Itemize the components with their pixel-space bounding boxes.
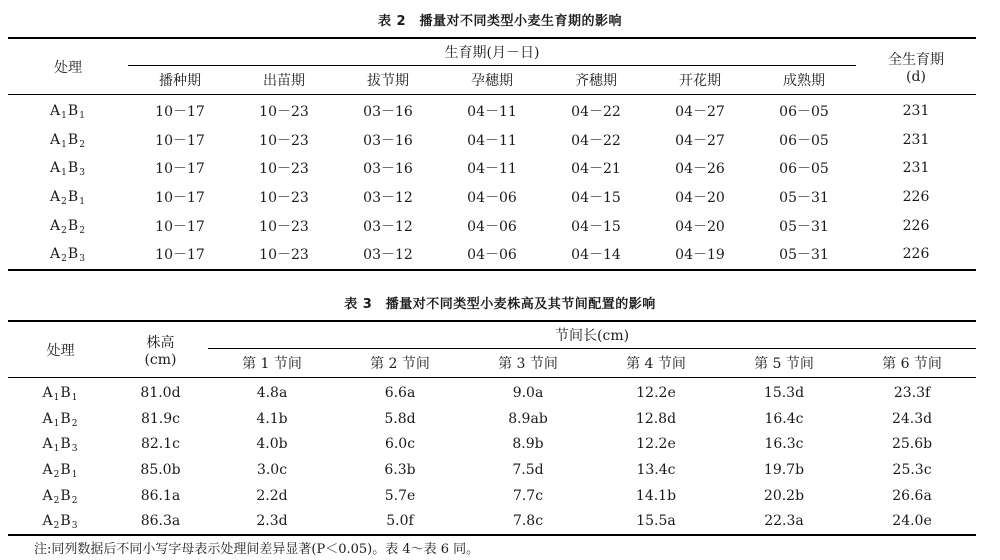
data-cell: 05－31 — [779, 190, 829, 207]
data-cell: 12.2e — [636, 436, 676, 453]
data-cell: 6.3b — [384, 461, 416, 478]
data-cell: 86.1a — [140, 487, 181, 504]
data-cell: 25.3c — [892, 461, 932, 478]
data-cell: 03－12 — [363, 190, 413, 207]
treatment-a-index: 1 — [61, 139, 68, 150]
data-cell: 9.0a — [512, 384, 544, 401]
table3-header-height — [113, 321, 208, 378]
table-row — [8, 457, 976, 483]
treatment-cell — [8, 406, 113, 432]
data-cell: 04－19 — [675, 247, 725, 264]
data-cell: 2.2d — [256, 487, 288, 504]
data-cell: 231 — [902, 103, 930, 120]
table2-header-stage: 成熟期 — [752, 66, 856, 95]
data-cell: 20.2b — [763, 487, 805, 504]
data-cell: 10－23 — [259, 104, 309, 121]
data-cell: 24.0e — [892, 513, 932, 530]
treatment-b-index: 2 — [79, 225, 86, 236]
data-cell: 04－20 — [675, 218, 725, 235]
table3-caption: 表 3 播量对不同类型小麦株高及其节间配置的影响 — [344, 297, 656, 312]
table2-header-treatment: 处理 — [8, 38, 128, 95]
treatment-cell — [8, 154, 128, 183]
data-cell: 04－06 — [467, 190, 517, 207]
data-cell: 10－17 — [155, 190, 205, 207]
data-cell: 03－16 — [363, 161, 413, 178]
treatment-a: A — [42, 513, 54, 530]
data-cell: 24.3d — [891, 410, 933, 427]
data-cell: 04－11 — [467, 132, 517, 149]
treatment-a-index: 1 — [53, 444, 61, 455]
table3-header-height-label: 株高 — [146, 334, 175, 351]
data-cell: 10－23 — [259, 132, 309, 149]
table3-header-internode-group: 节间长(cm) — [208, 321, 976, 349]
treatment-b-index: 1 — [79, 197, 86, 208]
table3-header-internode: 第 3 节间 — [464, 349, 592, 378]
data-cell: 06－05 — [779, 132, 829, 149]
data-cell: 06－05 — [779, 104, 829, 121]
data-cell: 03－12 — [363, 247, 413, 264]
data-cell: 2.3d — [256, 513, 288, 530]
treatment-a: A — [50, 160, 62, 177]
table-row — [8, 95, 976, 126]
data-cell: 05－31 — [779, 247, 829, 264]
data-cell: 10－17 — [155, 161, 205, 178]
data-cell: 13.4c — [636, 461, 676, 478]
data-cell: 7.8c — [512, 513, 544, 530]
data-cell: 6.6a — [384, 384, 416, 401]
data-cell: 10－17 — [155, 104, 205, 121]
data-cell: 226 — [902, 246, 930, 263]
treatment-b-index: 1 — [71, 392, 79, 403]
data-cell: 5.7e — [384, 487, 416, 504]
treatment-b: B — [60, 384, 72, 401]
table-row — [8, 406, 976, 432]
table2-header-growth-group: 生育期(月－日) — [128, 38, 856, 66]
table3-plant-height — [8, 320, 976, 536]
data-cell: 04－11 — [467, 161, 517, 178]
data-cell: 04－06 — [467, 218, 517, 235]
data-cell: 85.0b — [140, 461, 181, 478]
data-cell: 4.1b — [256, 410, 288, 427]
treatment-cell — [8, 211, 128, 240]
data-cell: 226 — [902, 189, 930, 206]
treatment-a: A — [50, 189, 62, 206]
table3-header-internode: 第 4 节间 — [592, 349, 720, 378]
data-cell: 15.3d — [763, 384, 805, 401]
treatment-b: B — [60, 487, 72, 504]
table3-header-internode: 第 1 节间 — [208, 349, 336, 378]
data-cell: 04－15 — [571, 190, 621, 207]
treatment-a: A — [42, 461, 54, 478]
data-cell: 7.5d — [512, 461, 544, 478]
data-cell: 25.6b — [891, 436, 933, 453]
data-cell: 86.3a — [140, 513, 181, 530]
data-cell: 10－23 — [259, 190, 309, 207]
treatment-a: A — [42, 436, 54, 453]
treatment-b: B — [67, 246, 80, 263]
table-row — [8, 183, 976, 212]
table-row — [8, 483, 976, 509]
treatment-b-index: 3 — [79, 254, 86, 265]
data-cell: 10－23 — [259, 161, 309, 178]
data-cell: 5.0f — [386, 513, 414, 530]
treatment-a-index: 2 — [61, 197, 68, 208]
data-cell: 04－06 — [467, 247, 517, 264]
data-cell: 10－17 — [155, 247, 205, 264]
treatment-a: A — [50, 217, 62, 234]
treatment-cell — [8, 183, 128, 212]
treatment-b-index: 2 — [71, 495, 79, 506]
treatment-b: B — [67, 103, 80, 120]
treatment-cell — [8, 483, 113, 509]
table3-header-height-unit: (cm) — [144, 351, 177, 368]
treatment-a: A — [42, 410, 54, 427]
data-cell: 10－17 — [155, 132, 205, 149]
table2-header-stage: 齐穗期 — [544, 66, 648, 95]
table2-growth-period — [8, 37, 976, 271]
treatment-b: B — [67, 217, 80, 234]
treatment-a-index: 2 — [53, 469, 61, 480]
data-cell: 03－12 — [363, 218, 413, 235]
data-cell: 6.0c — [384, 436, 416, 453]
table-row — [8, 431, 976, 457]
data-cell: 82.1c — [140, 436, 180, 453]
treatment-b-index: 1 — [71, 469, 79, 480]
table2-header-total-label: 全生育期 — [888, 51, 944, 68]
data-cell: 226 — [902, 217, 930, 234]
treatment-a-index: 1 — [53, 392, 61, 403]
data-cell: 8.9ab — [508, 410, 548, 427]
treatment-cell — [8, 457, 113, 483]
table-row — [8, 378, 976, 406]
data-cell: 81.9c — [140, 410, 180, 427]
table2-header-stage: 出苗期 — [232, 66, 336, 95]
table3-header-treatment: 处理 — [8, 321, 113, 378]
treatment-b: B — [60, 436, 72, 453]
data-cell: 22.3a — [764, 513, 804, 530]
treatment-b: B — [67, 189, 80, 206]
treatment-b-index: 3 — [71, 521, 79, 532]
treatment-cell — [8, 508, 113, 535]
data-cell: 04－22 — [571, 104, 621, 121]
data-cell: 04－20 — [675, 190, 725, 207]
data-cell: 04－22 — [571, 132, 621, 149]
treatment-b: B — [67, 160, 80, 177]
data-cell: 10－23 — [259, 247, 309, 264]
data-cell: 03－16 — [363, 104, 413, 121]
treatment-a: A — [50, 103, 62, 120]
data-cell: 06－05 — [779, 161, 829, 178]
table2-header-stage: 拔节期 — [336, 66, 440, 95]
treatment-b-index: 2 — [79, 139, 86, 150]
treatment-b: B — [60, 410, 72, 427]
table-row — [8, 211, 976, 240]
data-cell: 04－14 — [571, 247, 621, 264]
data-cell: 05－31 — [779, 218, 829, 235]
table3-header-internode: 第 5 节间 — [720, 349, 848, 378]
data-cell: 12.2e — [636, 384, 676, 401]
treatment-a-index: 2 — [61, 254, 68, 265]
data-cell: 16.3c — [764, 436, 804, 453]
table2-header-stage: 播种期 — [128, 66, 232, 95]
treatment-a: A — [50, 246, 62, 263]
treatment-cell — [8, 240, 128, 270]
table3-header-internode: 第 2 节间 — [336, 349, 464, 378]
data-cell: 04－26 — [675, 161, 725, 178]
treatment-a-index: 1 — [61, 168, 68, 179]
treatment-b-index: 2 — [71, 418, 79, 429]
treatment-a: A — [42, 487, 54, 504]
table2-header-stage: 开花期 — [648, 66, 752, 95]
data-cell: 8.9b — [512, 436, 544, 453]
data-cell: 81.0d — [140, 384, 181, 401]
data-cell: 04－27 — [675, 132, 725, 149]
data-cell: 26.6a — [892, 487, 932, 504]
data-cell: 04－21 — [571, 161, 621, 178]
data-cell: 04－27 — [675, 104, 725, 121]
data-cell: 12.8d — [635, 410, 677, 427]
data-cell: 15.5a — [636, 513, 676, 530]
treatment-a-index: 2 — [53, 521, 61, 532]
data-cell: 5.8d — [384, 410, 416, 427]
treatment-b: B — [60, 513, 72, 530]
treatment-b: B — [67, 131, 80, 148]
treatment-a-index: 2 — [53, 495, 61, 506]
data-cell: 231 — [902, 160, 930, 177]
table-row — [8, 154, 976, 183]
treatment-b-index: 1 — [79, 111, 86, 122]
table2-header-stage: 孕穗期 — [440, 66, 544, 95]
data-cell: 231 — [902, 131, 930, 148]
treatment-a: A — [50, 131, 62, 148]
treatment-b-index: 3 — [71, 444, 79, 455]
data-cell: 04－15 — [571, 218, 621, 235]
treatment-a: A — [42, 384, 54, 401]
table2-header-total-unit: (d) — [906, 68, 926, 85]
data-cell: 10－23 — [259, 218, 309, 235]
table2-header-total — [856, 38, 976, 95]
data-cell: 4.8a — [256, 384, 288, 401]
treatment-cell — [8, 126, 128, 155]
table2-caption: 表 2 播量对不同类型小麦生育期的影响 — [377, 14, 623, 29]
table-footnote: 注:同列数据后不同小写字母表示处理间差异显著(P＜0.05)。表 4～表 6 同。 — [34, 542, 480, 557]
data-cell: 10－17 — [155, 218, 205, 235]
table-row — [8, 126, 976, 155]
data-cell: 03－16 — [363, 132, 413, 149]
treatment-a-index: 2 — [61, 225, 68, 236]
treatment-cell — [8, 95, 128, 126]
treatment-a-index: 1 — [53, 418, 61, 429]
data-cell: 04－11 — [467, 104, 517, 121]
data-cell: 14.1b — [635, 487, 677, 504]
data-cell: 4.0b — [256, 436, 288, 453]
treatment-cell — [8, 431, 113, 457]
table3-header-internode: 第 6 节间 — [848, 349, 976, 378]
data-cell: 16.4c — [764, 410, 804, 427]
treatment-b-index: 3 — [79, 168, 86, 179]
data-cell: 19.7b — [763, 461, 805, 478]
data-cell: 7.7c — [512, 487, 544, 504]
data-cell: 3.0c — [256, 461, 288, 478]
table-row — [8, 240, 976, 270]
treatment-b: B — [60, 461, 72, 478]
table-row — [8, 508, 976, 535]
data-cell: 23.3f — [893, 384, 931, 401]
treatment-cell — [8, 378, 113, 406]
treatment-a-index: 1 — [61, 111, 68, 122]
